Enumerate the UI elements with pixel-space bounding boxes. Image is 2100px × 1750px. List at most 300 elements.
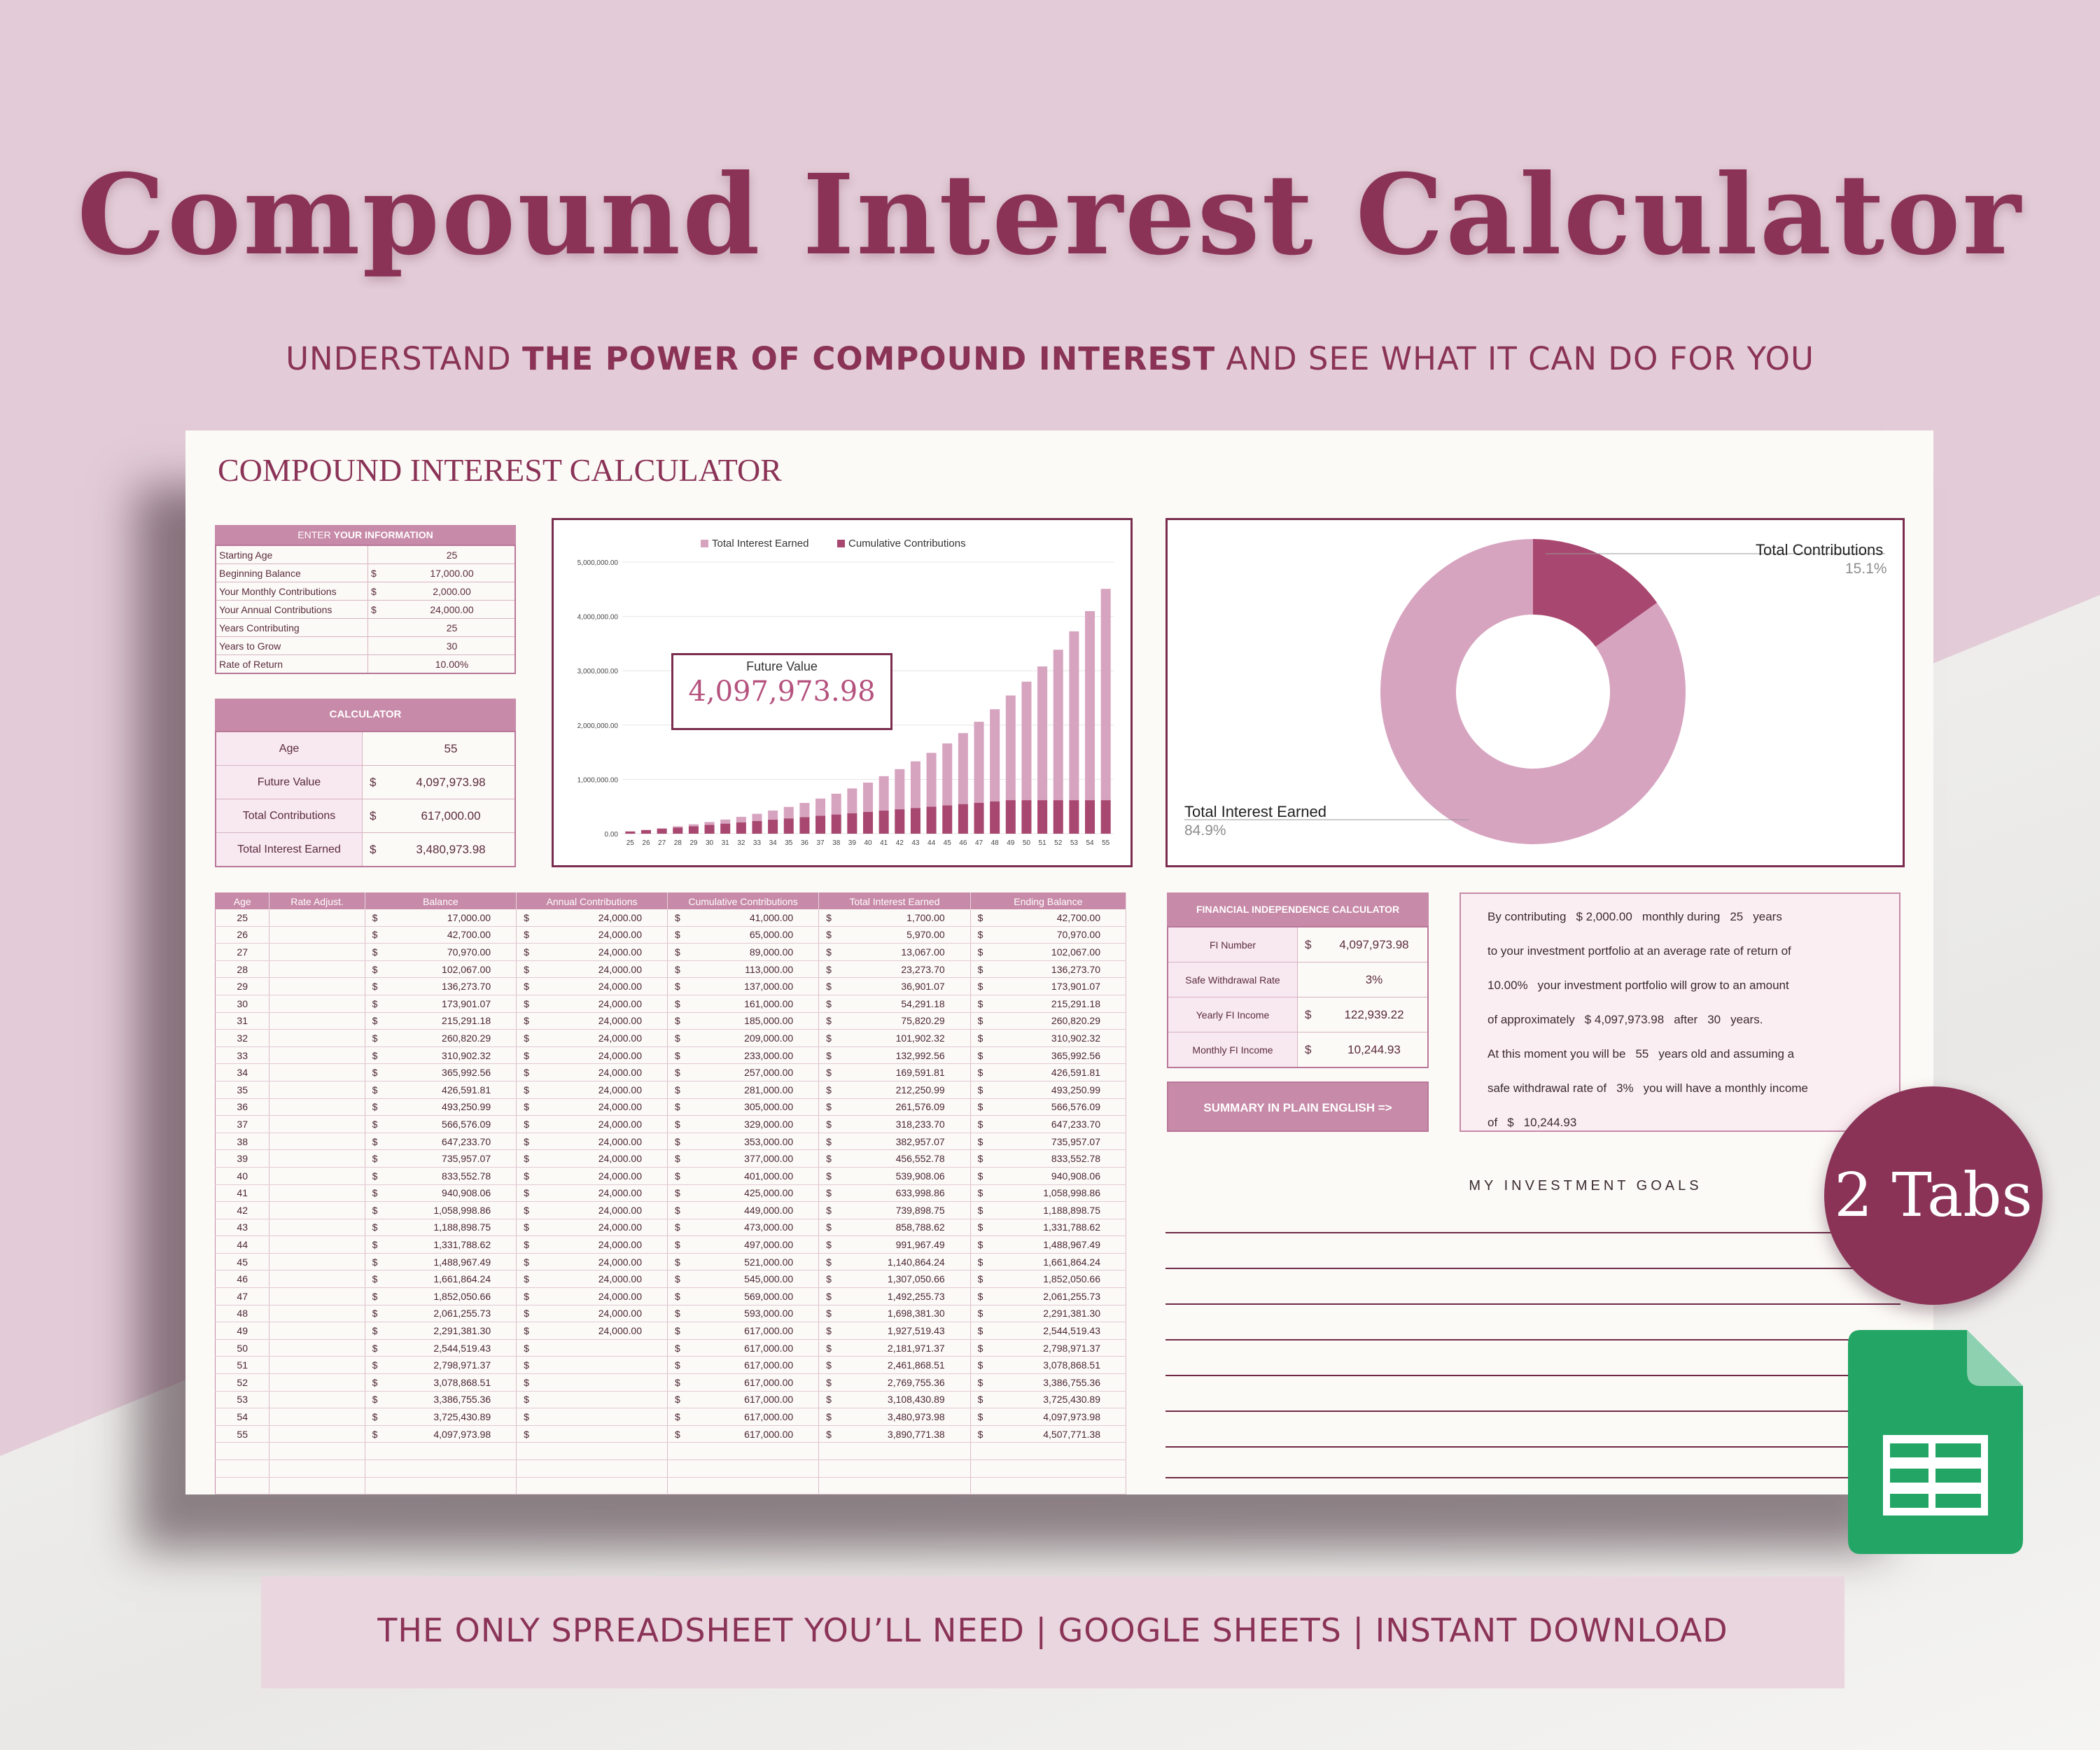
table-cell[interactable]: 25 xyxy=(216,909,270,926)
table-cell[interactable] xyxy=(970,1357,1126,1374)
table-cell[interactable] xyxy=(365,1236,517,1254)
table-cell[interactable]: 43 xyxy=(216,1219,270,1236)
table-cell[interactable] xyxy=(270,1288,365,1306)
table-cell[interactable] xyxy=(517,1477,668,1494)
input-value[interactable]: 30 xyxy=(389,637,515,655)
table-cell[interactable] xyxy=(668,978,819,995)
table-cell[interactable] xyxy=(365,1288,517,1306)
table-cell[interactable] xyxy=(819,1133,971,1150)
table-cell[interactable] xyxy=(970,1305,1126,1322)
currency-symbol: $ xyxy=(363,833,388,867)
table-cell[interactable]: 49 xyxy=(216,1322,270,1340)
input-value[interactable]: 25 xyxy=(389,545,515,564)
table-cell[interactable]: 55 xyxy=(216,1425,270,1443)
table-cell[interactable] xyxy=(270,1357,365,1374)
cell-value: 4,507,771.38 xyxy=(1043,1428,1100,1440)
table-cell[interactable] xyxy=(970,1081,1126,1098)
table-cell[interactable] xyxy=(517,1184,668,1202)
bar-contributions xyxy=(736,822,746,834)
table-cell[interactable] xyxy=(365,1081,517,1098)
table-cell[interactable] xyxy=(517,1133,668,1150)
table-cell[interactable] xyxy=(517,1253,668,1270)
table-cell[interactable] xyxy=(819,1460,971,1478)
table-cell[interactable] xyxy=(517,1374,668,1392)
table-cell[interactable] xyxy=(517,1357,668,1374)
fi-value: 10,244.93 xyxy=(1321,1032,1428,1068)
table-cell[interactable] xyxy=(270,944,365,961)
table-cell[interactable] xyxy=(270,909,365,926)
currency-symbol: $ xyxy=(372,1256,378,1268)
table-cell[interactable] xyxy=(365,1184,517,1202)
table-cell[interactable] xyxy=(970,1460,1126,1478)
table-cell[interactable]: 37 xyxy=(216,1116,270,1133)
table-cell[interactable] xyxy=(517,1202,668,1219)
goal-line[interactable] xyxy=(1166,1375,1900,1376)
table-cell[interactable] xyxy=(970,1064,1126,1082)
money-cell xyxy=(971,1308,1126,1319)
table-cell[interactable] xyxy=(970,1374,1126,1392)
table-cell[interactable]: 28 xyxy=(216,960,270,978)
cell-value: 24,000.00 xyxy=(598,1256,643,1268)
table-cell[interactable] xyxy=(970,1184,1126,1202)
table-cell[interactable] xyxy=(517,1030,668,1047)
table-cell[interactable] xyxy=(270,1270,365,1288)
table-cell[interactable] xyxy=(365,1443,517,1460)
table-cell[interactable]: 27 xyxy=(216,944,270,961)
table-cell[interactable] xyxy=(819,1288,971,1306)
table-cell[interactable] xyxy=(365,1477,517,1494)
table-cell[interactable] xyxy=(819,926,971,944)
table-cell[interactable] xyxy=(819,1477,971,1494)
table-cell[interactable]: 44 xyxy=(216,1236,270,1254)
table-cell[interactable] xyxy=(668,1322,819,1340)
table-cell[interactable] xyxy=(517,1305,668,1322)
table-cell[interactable] xyxy=(365,1202,517,1219)
table-cell[interactable] xyxy=(365,1270,517,1288)
table-cell[interactable] xyxy=(365,1322,517,1340)
summary-text: after xyxy=(1674,1013,1698,1026)
table-cell[interactable] xyxy=(819,1116,971,1133)
input-value[interactable]: 17,000.00 xyxy=(389,564,515,582)
table-cell[interactable] xyxy=(517,1167,668,1184)
table-cell[interactable]: 50 xyxy=(216,1339,270,1357)
table-cell[interactable] xyxy=(668,1305,819,1322)
table-cell[interactable] xyxy=(270,1443,365,1460)
table-cell[interactable] xyxy=(970,1202,1126,1219)
table-cell[interactable] xyxy=(216,1443,270,1460)
table-cell[interactable] xyxy=(970,1236,1126,1254)
table-cell[interactable] xyxy=(819,1253,971,1270)
table-cell[interactable] xyxy=(517,978,668,995)
table-cell[interactable] xyxy=(270,1339,365,1357)
table-cell[interactable] xyxy=(365,1219,517,1236)
table-cell[interactable] xyxy=(819,1202,971,1219)
table-cell[interactable] xyxy=(819,1081,971,1098)
table-cell[interactable] xyxy=(517,1098,668,1116)
table-cell[interactable] xyxy=(970,1391,1126,1408)
table-cell[interactable] xyxy=(970,960,1126,978)
table-cell[interactable] xyxy=(819,1184,971,1202)
table-cell[interactable] xyxy=(270,1374,365,1392)
input-value[interactable]: 2,000.00 xyxy=(389,582,515,601)
goal-line[interactable] xyxy=(1166,1477,1900,1478)
table-cell[interactable]: 32 xyxy=(216,1030,270,1047)
table-cell[interactable] xyxy=(270,1012,365,1030)
table-cell[interactable] xyxy=(270,1460,365,1478)
table-cell[interactable] xyxy=(668,1408,819,1426)
money-cell xyxy=(971,1222,1126,1233)
table-row-empty xyxy=(216,1443,1126,1460)
table-cell[interactable]: 30 xyxy=(216,995,270,1012)
table-cell[interactable] xyxy=(270,995,365,1012)
table-cell[interactable] xyxy=(970,909,1126,926)
table-cell[interactable] xyxy=(365,1012,517,1030)
table-cell[interactable] xyxy=(517,926,668,944)
currency-symbol: $ xyxy=(524,1428,529,1440)
table-cell[interactable] xyxy=(970,1253,1126,1270)
table-cell[interactable]: 47 xyxy=(216,1288,270,1306)
table-cell[interactable] xyxy=(270,1425,365,1443)
table-cell[interactable] xyxy=(668,1460,819,1478)
table-cell[interactable] xyxy=(270,1167,365,1184)
table-cell[interactable] xyxy=(270,1030,365,1047)
column-header: Annual Contributions xyxy=(517,893,668,910)
table-cell[interactable] xyxy=(819,1270,971,1288)
table-cell[interactable] xyxy=(668,1098,819,1116)
table-cell[interactable] xyxy=(668,1012,819,1030)
table-cell[interactable] xyxy=(668,1477,819,1494)
table-cell[interactable] xyxy=(819,960,971,978)
table-cell[interactable] xyxy=(668,995,819,1012)
table-cell[interactable] xyxy=(365,1030,517,1047)
table-cell[interactable]: 39 xyxy=(216,1150,270,1168)
fi-value: 122,939.22 xyxy=(1321,997,1428,1032)
table-cell[interactable]: 33 xyxy=(216,1046,270,1064)
table-cell[interactable] xyxy=(365,1305,517,1322)
table-cell[interactable] xyxy=(365,1391,517,1408)
table-cell[interactable] xyxy=(668,1030,819,1047)
table-cell[interactable] xyxy=(270,1064,365,1082)
table-cell[interactable] xyxy=(970,1425,1126,1443)
table-cell[interactable] xyxy=(270,960,365,978)
table-cell[interactable] xyxy=(668,1046,819,1064)
input-value[interactable]: 25 xyxy=(389,619,515,637)
bar-contributions xyxy=(1021,800,1031,834)
table-cell[interactable] xyxy=(819,1408,971,1426)
table-cell[interactable] xyxy=(819,1374,971,1392)
table-cell[interactable] xyxy=(819,1305,971,1322)
table-row xyxy=(216,1116,1126,1133)
table-cell[interactable] xyxy=(270,1202,365,1219)
table-cell[interactable] xyxy=(517,1408,668,1426)
table-cell[interactable]: 26 xyxy=(216,926,270,944)
input-row xyxy=(216,545,515,564)
money-cell xyxy=(517,964,667,975)
table-cell[interactable] xyxy=(517,1150,668,1168)
table-cell[interactable]: 45 xyxy=(216,1253,270,1270)
table-cell[interactable] xyxy=(819,995,971,1012)
table-cell[interactable] xyxy=(270,1305,365,1322)
cell-value: 647,233.70 xyxy=(1051,1118,1100,1130)
input-value[interactable]: 24,000.00 xyxy=(389,601,515,619)
table-cell[interactable] xyxy=(970,944,1126,961)
table-cell[interactable] xyxy=(668,909,819,926)
table-cell[interactable] xyxy=(365,1046,517,1064)
goal-line[interactable] xyxy=(1166,1232,1900,1233)
table-cell[interactable] xyxy=(668,1202,819,1219)
currency-symbol: $ xyxy=(675,1290,680,1302)
money-cell xyxy=(365,1291,517,1302)
goal-line[interactable] xyxy=(1166,1268,1900,1269)
table-cell[interactable] xyxy=(970,1443,1126,1460)
table-cell[interactable] xyxy=(970,1098,1126,1116)
table-cell[interactable] xyxy=(365,1357,517,1374)
table-cell[interactable] xyxy=(365,995,517,1012)
table-cell[interactable] xyxy=(270,1219,365,1236)
table-cell[interactable] xyxy=(668,1270,819,1288)
table-cell[interactable] xyxy=(365,1116,517,1133)
table-cell[interactable] xyxy=(517,960,668,978)
table-cell[interactable]: 52 xyxy=(216,1374,270,1392)
table-cell[interactable]: 51 xyxy=(216,1357,270,1374)
table-cell[interactable] xyxy=(270,1236,365,1254)
table-cell[interactable] xyxy=(819,1219,971,1236)
table-cell[interactable] xyxy=(819,1098,971,1116)
table-cell[interactable] xyxy=(365,926,517,944)
table-cell[interactable] xyxy=(365,1460,517,1478)
table-cell[interactable] xyxy=(668,1339,819,1357)
table-cell[interactable] xyxy=(270,1046,365,1064)
table-cell[interactable] xyxy=(668,1253,819,1270)
table-cell[interactable] xyxy=(365,1339,517,1357)
table-cell[interactable] xyxy=(365,1150,517,1168)
table-cell[interactable] xyxy=(216,1477,270,1494)
table-cell[interactable] xyxy=(270,978,365,995)
table-cell[interactable] xyxy=(517,1064,668,1082)
table-cell[interactable] xyxy=(970,1116,1126,1133)
table-cell[interactable] xyxy=(517,909,668,926)
cell-value xyxy=(642,1359,662,1371)
table-cell[interactable]: 41 xyxy=(216,1184,270,1202)
money-cell xyxy=(365,946,517,958)
table-cell[interactable] xyxy=(517,1322,668,1340)
table-cell[interactable] xyxy=(365,1064,517,1082)
table-row xyxy=(216,1064,1126,1082)
table-cell[interactable] xyxy=(819,1236,971,1254)
table-cell[interactable] xyxy=(270,1133,365,1150)
table-cell[interactable] xyxy=(970,1339,1126,1357)
goal-line[interactable] xyxy=(1166,1410,1900,1412)
table-cell[interactable] xyxy=(668,944,819,961)
table-cell[interactable] xyxy=(517,1425,668,1443)
table-cell[interactable] xyxy=(270,1322,365,1340)
table-cell[interactable] xyxy=(970,1133,1126,1150)
cell-value: 3,108,430.89 xyxy=(887,1394,945,1406)
table-cell[interactable] xyxy=(517,1339,668,1357)
table-cell[interactable] xyxy=(819,944,971,961)
cell-value: 24,000.00 xyxy=(598,1067,643,1079)
table-cell[interactable] xyxy=(819,978,971,995)
table-cell[interactable] xyxy=(517,1460,668,1478)
table-cell[interactable] xyxy=(270,1391,365,1408)
money-cell xyxy=(668,1170,818,1182)
table-cell[interactable]: 29 xyxy=(216,978,270,995)
currency-symbol: $ xyxy=(977,1290,983,1302)
table-cell[interactable] xyxy=(270,1184,365,1202)
cell-value: 833,552.78 xyxy=(442,1170,491,1182)
cell-value: 617,000.00 xyxy=(744,1325,794,1337)
table-cell[interactable] xyxy=(819,1150,971,1168)
table-cell[interactable] xyxy=(668,926,819,944)
table-cell[interactable] xyxy=(819,1443,971,1460)
table-cell[interactable] xyxy=(819,1064,971,1082)
table-cell[interactable] xyxy=(517,1116,668,1133)
table-cell[interactable] xyxy=(970,1150,1126,1168)
table-cell[interactable]: 34 xyxy=(216,1064,270,1082)
money-cell xyxy=(365,964,517,975)
future-value-label: Future Value xyxy=(746,659,818,673)
table-cell[interactable]: 38 xyxy=(216,1133,270,1150)
goal-line[interactable] xyxy=(1166,1303,1900,1305)
table-cell[interactable] xyxy=(517,1012,668,1030)
table-row xyxy=(216,1253,1126,1270)
table-cell[interactable] xyxy=(819,1046,971,1064)
table-cell[interactable] xyxy=(970,1408,1126,1426)
table-cell[interactable] xyxy=(517,1270,668,1288)
table-cell[interactable] xyxy=(270,926,365,944)
table-cell[interactable] xyxy=(270,1116,365,1133)
table-cell[interactable]: 42 xyxy=(216,1202,270,1219)
table-cell[interactable] xyxy=(970,995,1126,1012)
table-cell[interactable] xyxy=(970,1322,1126,1340)
table-cell[interactable] xyxy=(365,1098,517,1116)
table-cell[interactable] xyxy=(970,978,1126,995)
table-cell[interactable] xyxy=(668,1150,819,1168)
table-cell[interactable] xyxy=(970,1030,1126,1047)
cell-value: 4,097,973.98 xyxy=(1043,1411,1100,1423)
table-cell[interactable]: 46 xyxy=(216,1270,270,1288)
table-cell[interactable] xyxy=(970,1288,1126,1306)
table-row xyxy=(216,1288,1126,1306)
table-cell[interactable] xyxy=(270,1150,365,1168)
table-cell[interactable]: 31 xyxy=(216,1012,270,1030)
table-cell[interactable] xyxy=(668,1357,819,1374)
table-cell[interactable] xyxy=(517,944,668,961)
table-cell[interactable] xyxy=(668,1081,819,1098)
table-cell[interactable] xyxy=(517,1081,668,1098)
table-cell[interactable] xyxy=(668,1443,819,1460)
table-cell[interactable] xyxy=(819,1425,971,1443)
currency-symbol: $ xyxy=(372,911,378,923)
fi-value[interactable]: 3% xyxy=(1321,962,1428,997)
table-cell[interactable] xyxy=(819,1357,971,1374)
table-cell[interactable] xyxy=(365,1374,517,1392)
table-row xyxy=(216,909,1126,926)
table-cell[interactable] xyxy=(517,1219,668,1236)
table-cell[interactable] xyxy=(270,1253,365,1270)
table-cell[interactable] xyxy=(270,1081,365,1098)
table-cell[interactable] xyxy=(517,1391,668,1408)
table-cell[interactable] xyxy=(365,1425,517,1443)
table-cell[interactable] xyxy=(517,1288,668,1306)
table-cell[interactable] xyxy=(668,1374,819,1392)
money-cell xyxy=(668,1032,818,1044)
table-cell[interactable] xyxy=(970,1270,1126,1288)
table-cell[interactable] xyxy=(668,1425,819,1443)
x-tick-label: 55 xyxy=(1102,839,1110,847)
table-cell[interactable] xyxy=(668,960,819,978)
cell-value: 24,000.00 xyxy=(598,1032,643,1044)
table-cell[interactable] xyxy=(970,926,1126,944)
goal-line[interactable] xyxy=(1166,1339,1900,1340)
input-panel-header xyxy=(215,525,516,545)
summary-line xyxy=(1488,1071,1872,1105)
table-cell[interactable] xyxy=(819,909,971,926)
table-cell[interactable] xyxy=(270,1098,365,1116)
table-cell[interactable] xyxy=(819,1391,971,1408)
table-cell[interactable] xyxy=(270,1408,365,1426)
table-cell[interactable] xyxy=(668,1133,819,1150)
summary-button[interactable]: SUMMARY IN PLAIN ENGLISH => xyxy=(1167,1082,1429,1132)
y-tick-label: 1,000,000.00 xyxy=(577,776,618,785)
table-cell[interactable] xyxy=(819,1322,971,1340)
table-cell[interactable] xyxy=(668,1391,819,1408)
table-cell[interactable] xyxy=(668,1236,819,1254)
table-cell[interactable] xyxy=(517,995,668,1012)
table-cell[interactable] xyxy=(970,1046,1126,1064)
currency-symbol: $ xyxy=(826,981,832,993)
table-cell[interactable] xyxy=(668,1116,819,1133)
table-cell[interactable] xyxy=(365,978,517,995)
table-cell[interactable] xyxy=(668,1288,819,1306)
table-cell[interactable] xyxy=(970,1477,1126,1494)
bar-interest xyxy=(1085,611,1095,800)
table-cell[interactable] xyxy=(970,1012,1126,1030)
table-cell[interactable] xyxy=(668,1064,819,1082)
table-cell[interactable] xyxy=(819,1012,971,1030)
table-cell[interactable] xyxy=(517,1236,668,1254)
table-cell[interactable]: 40 xyxy=(216,1167,270,1184)
table-cell[interactable] xyxy=(517,1443,668,1460)
table-cell[interactable] xyxy=(668,1184,819,1202)
table-cell[interactable]: 54 xyxy=(216,1408,270,1426)
goal-line[interactable] xyxy=(1166,1446,1900,1448)
table-cell[interactable] xyxy=(970,1219,1126,1236)
table-cell[interactable]: 35 xyxy=(216,1081,270,1098)
table-cell[interactable] xyxy=(970,1167,1126,1184)
table-cell[interactable] xyxy=(819,1030,971,1047)
table-cell[interactable] xyxy=(365,960,517,978)
input-value[interactable]: 10.00% xyxy=(389,655,515,674)
table-cell[interactable] xyxy=(517,1046,668,1064)
table-cell[interactable] xyxy=(819,1339,971,1357)
table-cell[interactable] xyxy=(819,1167,971,1184)
table-cell[interactable]: 48 xyxy=(216,1305,270,1322)
table-cell[interactable] xyxy=(365,944,517,961)
table-cell[interactable] xyxy=(365,1408,517,1426)
table-cell[interactable] xyxy=(668,1167,819,1184)
table-cell[interactable] xyxy=(668,1219,819,1236)
table-cell[interactable] xyxy=(270,1477,365,1494)
cell-value: 401,000.00 xyxy=(744,1170,794,1182)
table-cell[interactable] xyxy=(365,1133,517,1150)
table-cell[interactable]: 36 xyxy=(216,1098,270,1116)
table-cell[interactable] xyxy=(365,1253,517,1270)
table-cell[interactable] xyxy=(365,909,517,926)
table-cell[interactable] xyxy=(365,1167,517,1184)
table-cell[interactable] xyxy=(216,1460,270,1478)
table-cell[interactable]: 53 xyxy=(216,1391,270,1408)
